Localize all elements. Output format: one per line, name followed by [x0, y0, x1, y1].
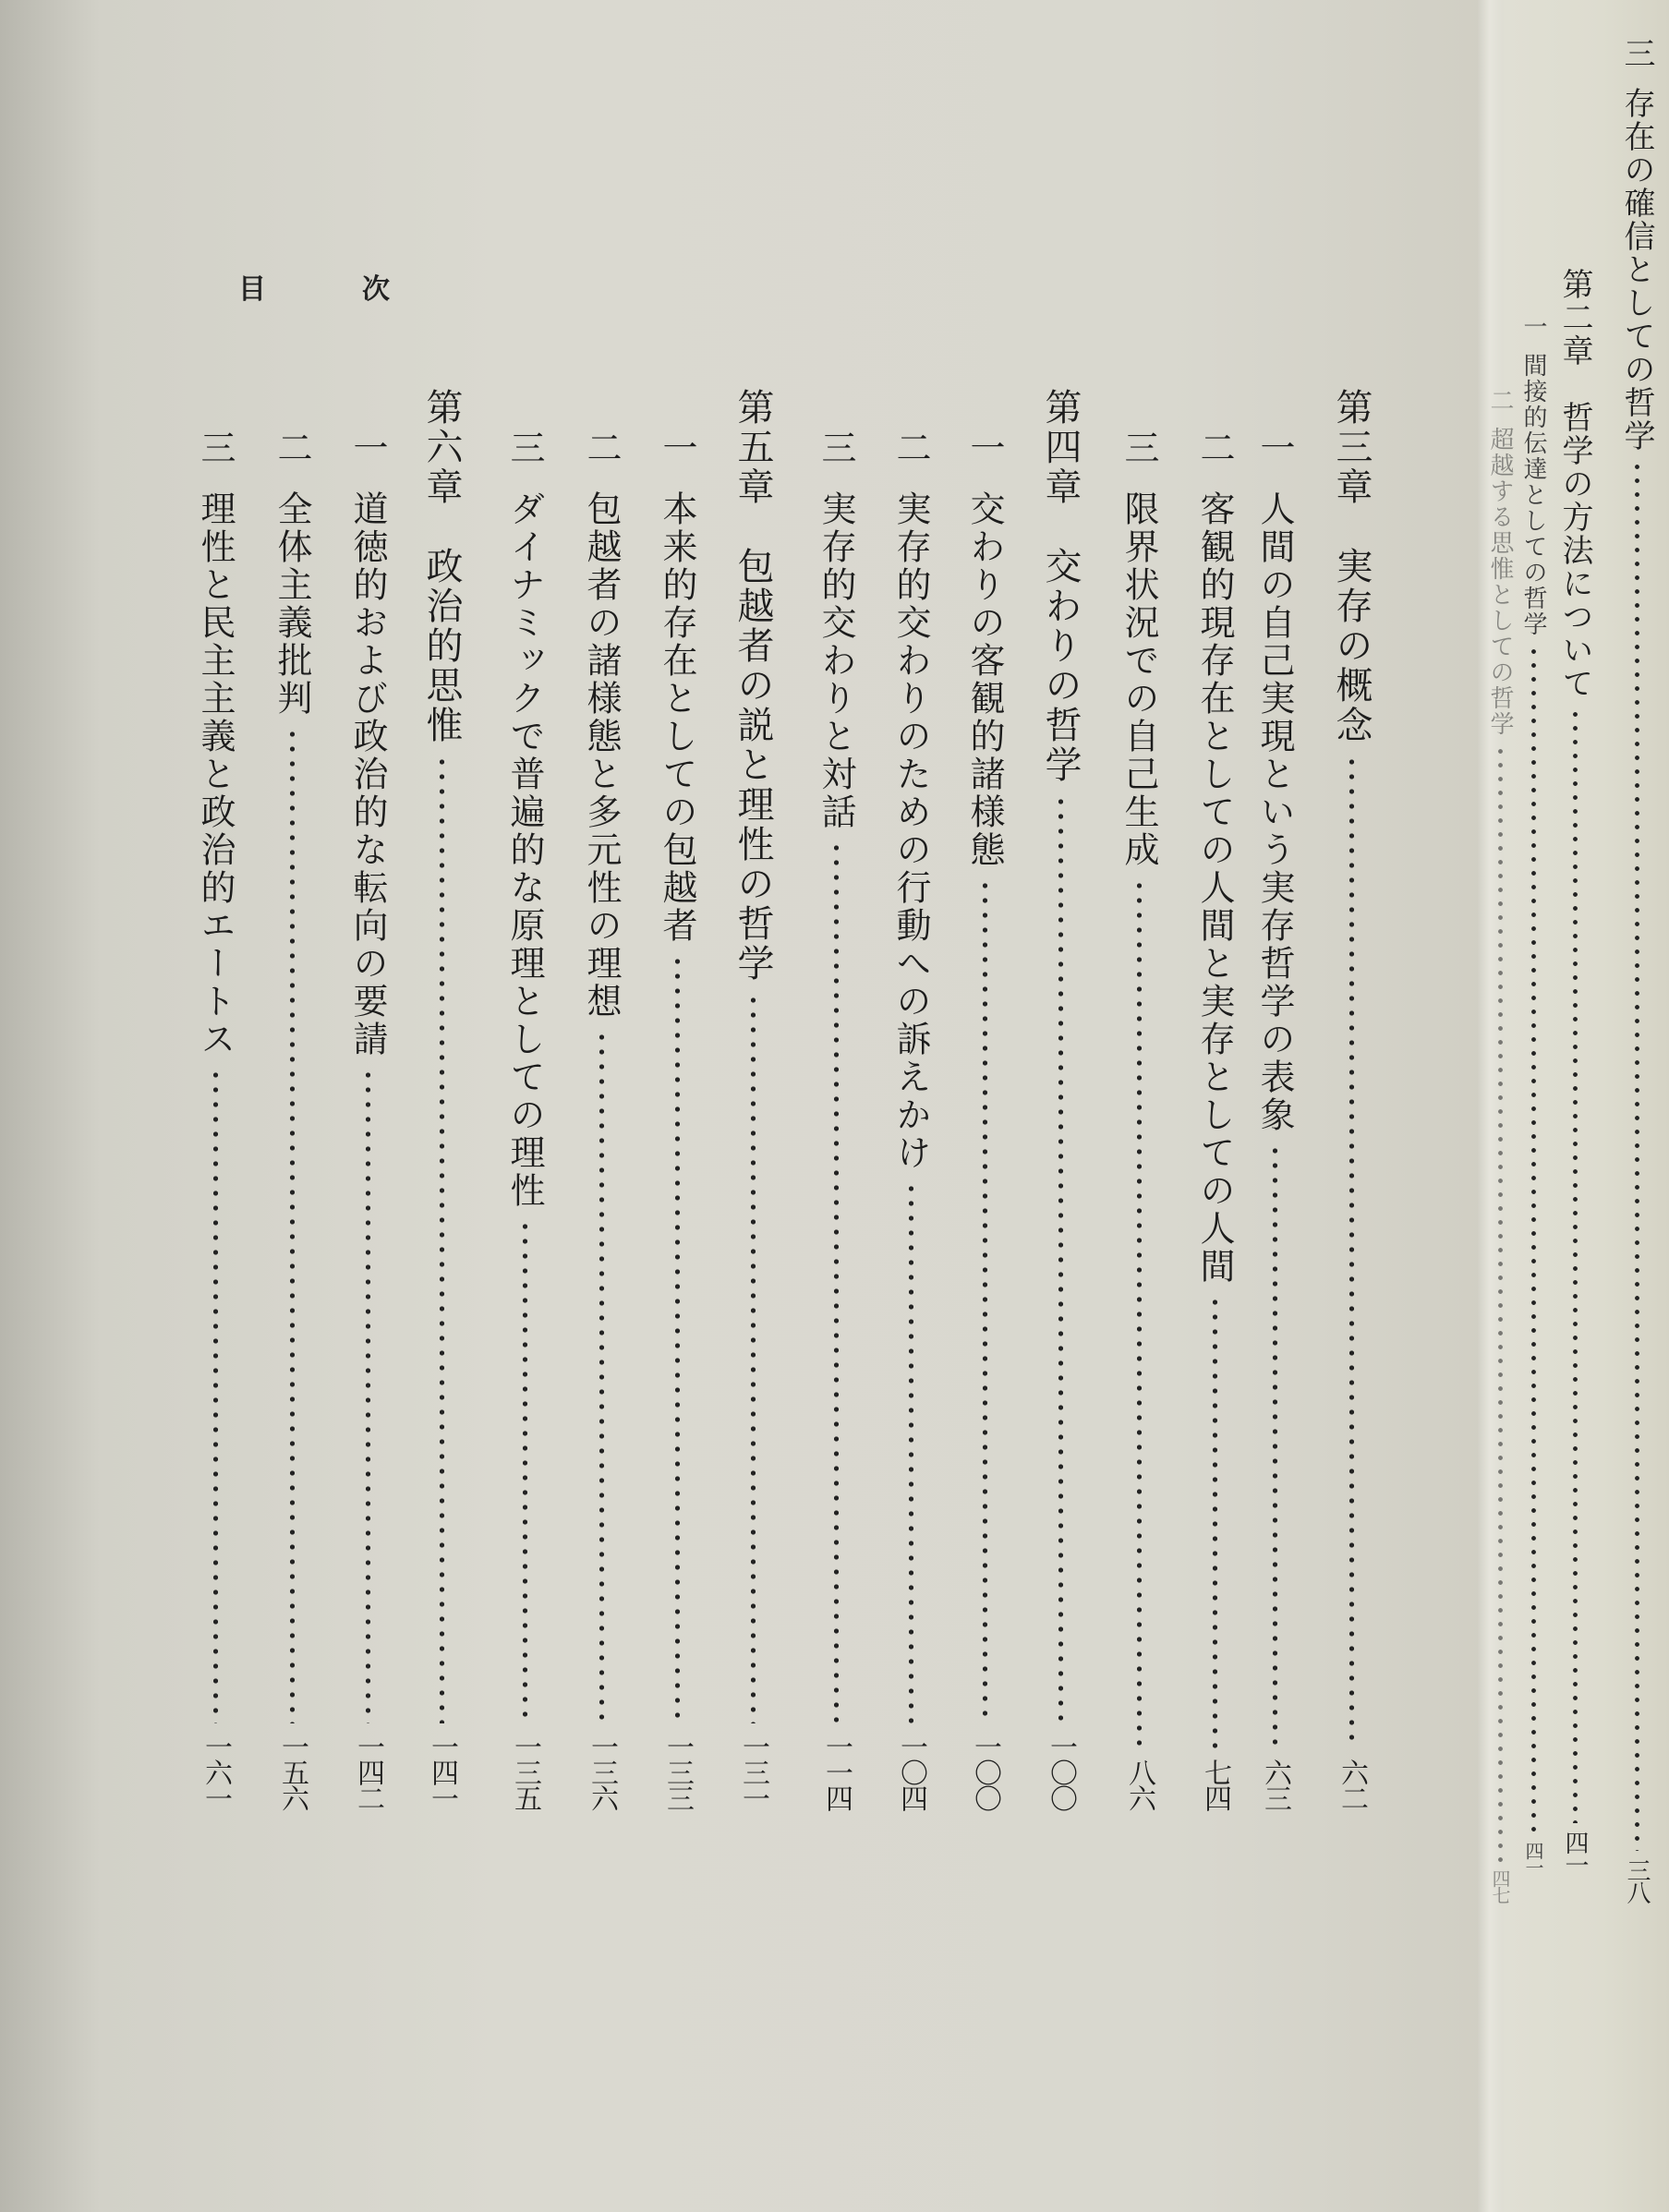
leader-dots: [599, 1030, 604, 1723]
entry-number: 二: [272, 429, 312, 466]
entry-number: 三: [816, 429, 856, 466]
facing-toc-entry: [1482, 388, 1518, 1903]
leader-dots: [366, 1068, 370, 1723]
toc-entry: [815, 429, 857, 1810]
entry-page: 六三: [1259, 1759, 1291, 1810]
entry-title: 包越者の諸様態と多元性の理想: [581, 490, 622, 1021]
entry-page: 四一: [1561, 1831, 1589, 1875]
toc-entry: [963, 429, 1006, 1810]
entry-page: 一三一: [737, 1733, 769, 1810]
leader-dots: [1273, 1143, 1277, 1749]
entry-page: 一〇〇: [1045, 1733, 1077, 1810]
entry-page: 七四: [1199, 1759, 1231, 1810]
entry-number: 三: [1618, 37, 1655, 68]
entry-title: 第四章 交わりの哲学: [1039, 388, 1082, 785]
entry-title: 第六章 政治的思惟: [420, 388, 463, 745]
entry-number: 一: [657, 429, 697, 466]
entry-number: 二: [1486, 388, 1514, 412]
toc-entry-chapter-6: [420, 388, 463, 1810]
leader-dots: [1137, 878, 1142, 1749]
entry-number: 二: [1194, 429, 1235, 466]
entry-number: 二: [890, 429, 931, 466]
entry-title: ダイナミックで普遍的な原理としての理性: [504, 490, 545, 1210]
entry-page: 一〇〇: [969, 1733, 1001, 1810]
leader-dots: [1058, 794, 1063, 1723]
entry-page: 四七: [1489, 1869, 1511, 1903]
entry-page: 一三五: [509, 1733, 541, 1810]
entry-number: 一: [1254, 429, 1295, 466]
entry-number: 三: [195, 429, 236, 466]
entry-title: 交わりの客観的諸様態: [964, 490, 1005, 869]
leader-dots: [675, 954, 680, 1723]
entry-number: 二: [581, 429, 622, 466]
toc-entry: [656, 429, 698, 1810]
entry-page: 三八: [1623, 1858, 1651, 1903]
toc-entry: [1253, 429, 1296, 1810]
toc-entry: [194, 429, 236, 1810]
entry-page: 一四二: [352, 1733, 384, 1810]
leader-dots: [1531, 645, 1536, 1834]
entry-page: 一三六: [586, 1733, 618, 1810]
entry-title: 超越する思惟としての哲学: [1486, 427, 1514, 737]
entry-number: 三: [504, 429, 545, 466]
entry-title: 存在の確信としての哲学: [1618, 87, 1655, 453]
toc-entry: [1118, 429, 1160, 1810]
entry-title: 人間の自己実現という実存哲学の表象: [1254, 490, 1295, 1134]
entry-title: 理性と民主主義と政治的エートス: [195, 490, 236, 1058]
leader-dots: [1349, 755, 1354, 1749]
leader-dots: [1213, 1295, 1217, 1749]
facing-toc-entry: [1515, 314, 1552, 1875]
toc-entry-chapter-4: [1039, 388, 1082, 1810]
leader-dots: [751, 993, 756, 1723]
leader-dots: [523, 1219, 527, 1723]
entry-page: 八六: [1123, 1759, 1155, 1810]
entry-title: 第五章 包越者の説と理性の哲学: [732, 388, 774, 984]
toc-entry: [1193, 429, 1236, 1810]
entry-title: 限界状況での自己生成: [1119, 490, 1159, 869]
entry-title: 客観的現存在としての人間と実存としての人間: [1194, 490, 1235, 1286]
leader-dots: [834, 840, 839, 1723]
entry-page: 一五六: [276, 1733, 308, 1810]
leader-dots: [1498, 744, 1503, 1862]
entry-title: 全体主義批判: [272, 490, 312, 718]
running-head-left: 目: [238, 273, 266, 306]
entry-number: 一: [347, 429, 388, 466]
leader-dots: [1635, 460, 1639, 1851]
entry-title: 第二章 哲学の方法について: [1556, 268, 1593, 700]
entry-page: 一三三: [661, 1733, 694, 1810]
facing-toc-entry: [1618, 37, 1655, 1903]
entry-page: 一六一: [200, 1733, 232, 1810]
entry-number: 一: [1519, 314, 1547, 338]
facing-toc-entry-chapter-2: [1556, 268, 1593, 1875]
entry-title: 本来的存在としての包越者: [657, 490, 697, 945]
toc-entry: [346, 429, 389, 1810]
leader-dots: [213, 1068, 218, 1723]
toc-entry: [889, 429, 932, 1810]
entry-page: 一四一: [426, 1733, 458, 1810]
entry-page: 一一四: [820, 1733, 853, 1810]
running-head-right: 次: [362, 273, 390, 306]
leader-dots: [909, 1181, 913, 1723]
entry-title: 道徳的および政治的な転向の要請: [347, 490, 388, 1058]
entry-number: 一: [964, 429, 1005, 466]
toc-entry: [503, 429, 546, 1810]
toc-entry: [271, 429, 313, 1810]
leader-dots: [983, 878, 987, 1723]
entry-page: 六二: [1336, 1759, 1368, 1810]
toc-entry: [580, 429, 623, 1810]
leader-dots: [440, 755, 444, 1723]
entry-page: 一〇四: [895, 1733, 927, 1810]
entry-title: 第三章 実存の概念: [1330, 388, 1373, 745]
entry-title: 実存的交わりのための行動への訴えかけ: [890, 490, 931, 1172]
toc-entry-chapter-5: [732, 388, 774, 1810]
leader-dots: [1573, 707, 1578, 1823]
entry-page: 四一: [1522, 1842, 1544, 1875]
entry-title: 間接的伝達としての哲学: [1519, 353, 1547, 637]
leader-dots: [290, 727, 295, 1723]
entry-number: 三: [1119, 429, 1159, 466]
entry-title: 実存的交わりと対話: [816, 490, 856, 831]
toc-entry-chapter-3: [1330, 388, 1373, 1810]
